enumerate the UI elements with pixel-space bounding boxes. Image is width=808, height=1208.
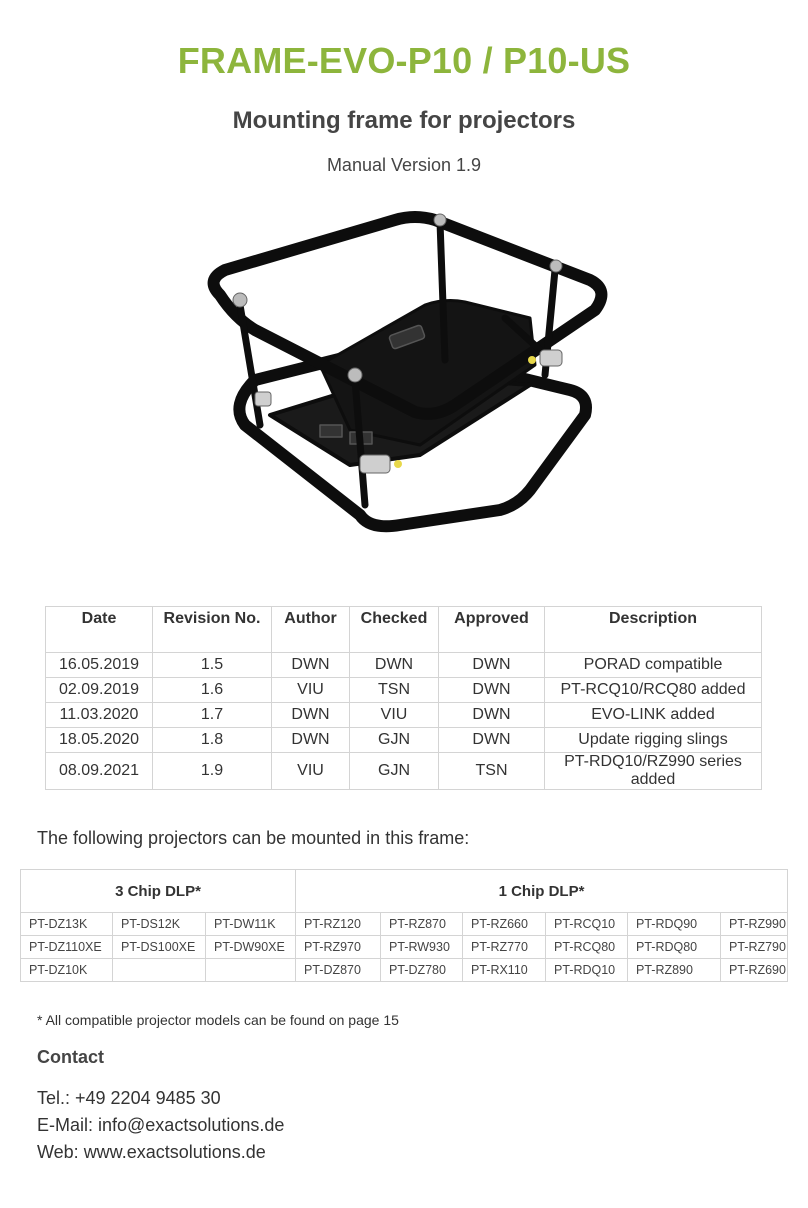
page-title: FRAME-EVO-P10 / P10-US [177,40,631,81]
table-row [21,959,788,982]
cell-approved: TSN [439,753,545,790]
projector-model: PT-RZ690 [721,959,788,982]
projector-model: PT-DW90XE [206,936,296,959]
cell-author: DWN [272,703,350,728]
contact-phone: Tel.: +49 2204 9485 30 [37,1088,221,1108]
cell-revision: 1.8 [153,728,272,753]
cell-date: 11.03.2020 [46,703,153,728]
cell-checked: TSN [350,678,439,703]
cell-checked: DWN [350,653,439,678]
group-3chip-header: 3 Chip DLP* [21,870,296,913]
table-row [46,678,762,703]
projector-model: PT-RZ870 [381,913,463,936]
table-row [46,753,762,790]
col-approved: Approved [439,607,545,653]
col-date: Date [46,607,153,653]
cell-description: PORAD compatible [545,653,762,678]
projector-model: PT-RDQ90 [628,913,721,936]
cell-description: EVO-LINK added [545,703,762,728]
cell-date: 02.09.2019 [46,678,153,703]
cell-checked: GJN [350,728,439,753]
cell-approved: DWN [439,678,545,703]
projector-model: PT-DZ110XE [21,936,113,959]
mounting-frame-image [200,200,620,540]
cell-checked: GJN [350,753,439,790]
revision-table [45,606,762,790]
projector-model [113,959,206,982]
cell-author: DWN [272,728,350,753]
cell-description: Update rigging slings [545,728,762,753]
cell-approved: DWN [439,703,545,728]
col-revision: Revision No. [153,607,272,653]
table-row [46,703,762,728]
compatibility-footnote: * All compatible projector models can be found on page 15 [37,1012,399,1028]
projector-model: PT-DW11K [206,913,296,936]
projector-model: PT-RX110 [463,959,546,982]
projector-model: PT-RZ120 [296,913,381,936]
cell-revision: 1.7 [153,703,272,728]
projector-model: PT-RZ990 [721,913,788,936]
contact-web[interactable]: Web: www.exactsolutions.de [37,1142,266,1162]
table-row [46,653,762,678]
projector-model: PT-RDQ10 [546,959,628,982]
projector-model: PT-RZ970 [296,936,381,959]
projector-model: PT-DS12K [113,913,206,936]
projector-model: PT-RCQ80 [546,936,628,959]
cell-revision: 1.6 [153,678,272,703]
table-row [21,936,788,959]
cell-approved: DWN [439,653,545,678]
projector-model: PT-DZ13K [21,913,113,936]
projector-model: PT-RZ790 [721,936,788,959]
cell-description: PT-RDQ10/RZ990 series added [545,753,762,790]
contact-heading: Contact [37,1047,104,1067]
projector-model: PT-DS100XE [113,936,206,959]
cell-author: DWN [272,653,350,678]
revision-header-row [46,607,762,653]
projector-model: PT-RZ660 [463,913,546,936]
page-subtitle: Mounting frame for projectors [232,107,576,134]
cell-date: 16.05.2019 [46,653,153,678]
cell-checked: VIU [350,703,439,728]
projector-model: PT-DZ780 [381,959,463,982]
cell-description: PT-RCQ10/RCQ80 added [545,678,762,703]
projector-model: PT-DZ870 [296,959,381,982]
manual-version: Manual Version 1.9 [326,155,482,175]
group-1chip-header: 1 Chip DLP* [296,870,788,913]
table-row [21,913,788,936]
col-author: Author [272,607,350,653]
cell-date: 18.05.2020 [46,728,153,753]
projector-model: PT-RZ770 [463,936,546,959]
projector-model: PT-RCQ10 [546,913,628,936]
col-checked: Checked [350,607,439,653]
cell-revision: 1.5 [153,653,272,678]
cell-date: 08.09.2021 [46,753,153,790]
cell-approved: DWN [439,728,545,753]
table-row [46,728,762,753]
cell-author: VIU [272,753,350,790]
compatibility-intro: The following projectors can be mounted in this frame: [37,828,470,848]
projector-model: PT-RW930 [381,936,463,959]
cell-revision: 1.9 [153,753,272,790]
projector-model: PT-DZ10K [21,959,113,982]
projector-table [20,869,788,982]
projector-model: PT-RDQ80 [628,936,721,959]
col-description: Description [545,607,762,653]
projector-model: PT-RZ890 [628,959,721,982]
projector-model [206,959,296,982]
cell-author: VIU [272,678,350,703]
projector-header-row [21,870,788,913]
contact-email[interactable]: E-Mail: info@exactsolutions.de [37,1115,285,1135]
